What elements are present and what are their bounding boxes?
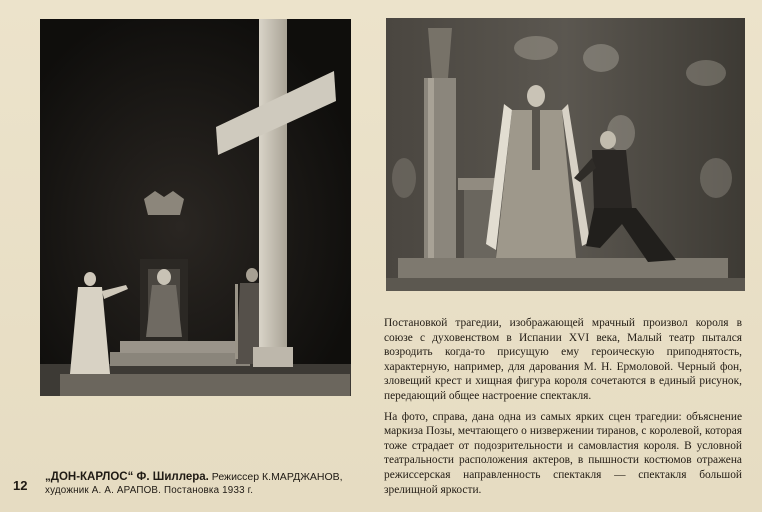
page-number: 12 (13, 478, 28, 493)
article-paragraph-1: Постановкой трагедии, изображающей мрачный произвол короля в союзе с духовенством в Испании XVI века, Малый театр пытался возродить когда-то присущую ему героическую приподнятость, характерную, например, для дарования М. Н. Ермоловой. Черный фон, зловещий крест и хищная фигура короля сочетаются в единый рисунок, передающий общее настроение спектакля. (384, 317, 742, 402)
stage-photo-queen-image (386, 18, 745, 291)
caption-play-title: „ДОН-КАРЛОС“ Ф. Шиллера. (45, 471, 209, 483)
stage-photo-cross-image (40, 19, 351, 396)
article-text (384, 316, 742, 497)
caption-line-1 (45, 471, 370, 484)
caption-director: Режиссер К.МАРДЖАНОВ, (211, 471, 343, 483)
article-paragraph-2: На фото, справа, дана одна из самых ярких сцен трагедии: объяснение маркиза Позы, мечтающего о низвержении тиранов, с королевой, которая тоже страдает от подозрительности и самовластия короля. В условной театральности расположения актеров, в пышности костюмов отражена режиссерская направленность спектакля — спектакля большой зрелищной яркости. (384, 410, 742, 496)
photo-caption (45, 471, 370, 497)
stage-photo-cross (40, 19, 351, 396)
stage-photo-queen (386, 18, 745, 291)
caption-line-2: художник А. А. АРАПОВ. Постановка 1933 г. (45, 485, 254, 496)
